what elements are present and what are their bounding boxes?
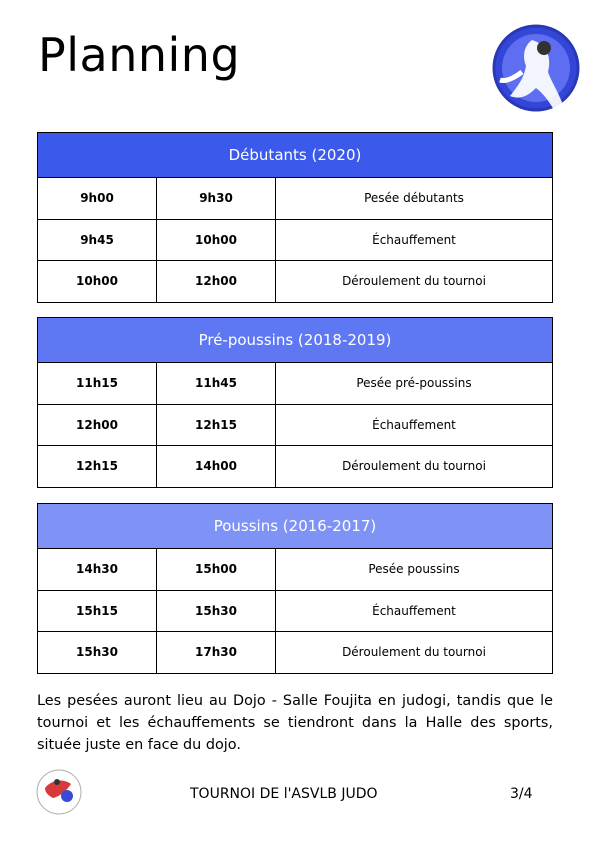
end-time: 15h30: [157, 591, 276, 632]
table-row: [38, 446, 552, 487]
end-time: 12h15: [157, 405, 276, 446]
start-time: 14h30: [38, 549, 157, 590]
debutants-block: [37, 132, 553, 303]
table-row: [38, 220, 552, 262]
block-heading: Pré-poussins (2018-2019): [38, 318, 552, 363]
poussins-block: [37, 503, 553, 674]
activity: Déroulement du tournoi: [342, 274, 486, 289]
end-time: 12h00: [157, 261, 276, 302]
pre-poussins-block: [37, 317, 553, 488]
table-row: [38, 405, 552, 447]
page-number: 3/4: [510, 786, 533, 802]
asvlb-judo-small-logo-icon: [33, 766, 85, 818]
block-heading: Débutants (2020): [38, 133, 552, 178]
start-time: 9h45: [38, 220, 157, 261]
page-title: Planning: [38, 28, 241, 82]
activity: Échauffement: [372, 417, 456, 432]
activity: Échauffement: [372, 232, 456, 247]
start-time: 12h15: [38, 446, 157, 487]
end-time: 14h00: [157, 446, 276, 487]
table-row: [38, 591, 552, 633]
activity: Pesée débutants: [364, 191, 464, 206]
start-time: 9h00: [38, 178, 157, 219]
table-row: [38, 363, 552, 405]
start-time: 15h15: [38, 591, 157, 632]
footer-title: TOURNOI DE l'ASVLB JUDO: [190, 786, 378, 802]
activity: Pesée pré-poussins: [356, 376, 472, 391]
activity: Déroulement du tournoi: [342, 645, 486, 660]
activity: Échauffement: [372, 603, 456, 618]
end-time: 9h30: [157, 178, 276, 219]
end-time: 15h00: [157, 549, 276, 590]
start-time: 12h00: [38, 405, 157, 446]
end-time: 11h45: [157, 363, 276, 404]
table-row: [38, 632, 552, 673]
activity: Déroulement du tournoi: [342, 459, 486, 474]
table-row: [38, 549, 552, 591]
table-row: [38, 261, 552, 302]
info-paragraph: Les pesées auront lieu au Dojo - Salle Foujita en judogi, tandis que le tournoi et les échauffements se tiendront dans la Halle des sports, située juste en face du dojo.: [37, 693, 553, 753]
asvlb-judo-club-logo-icon: [492, 22, 588, 140]
block-heading: Poussins (2016-2017): [38, 504, 552, 549]
table-row: [38, 178, 552, 220]
start-time: 11h15: [38, 363, 157, 404]
activity: Pesée poussins: [368, 562, 460, 577]
end-time: 17h30: [157, 632, 276, 673]
end-time: 10h00: [157, 220, 276, 261]
start-time: 15h30: [38, 632, 157, 673]
start-time: 10h00: [38, 261, 157, 302]
